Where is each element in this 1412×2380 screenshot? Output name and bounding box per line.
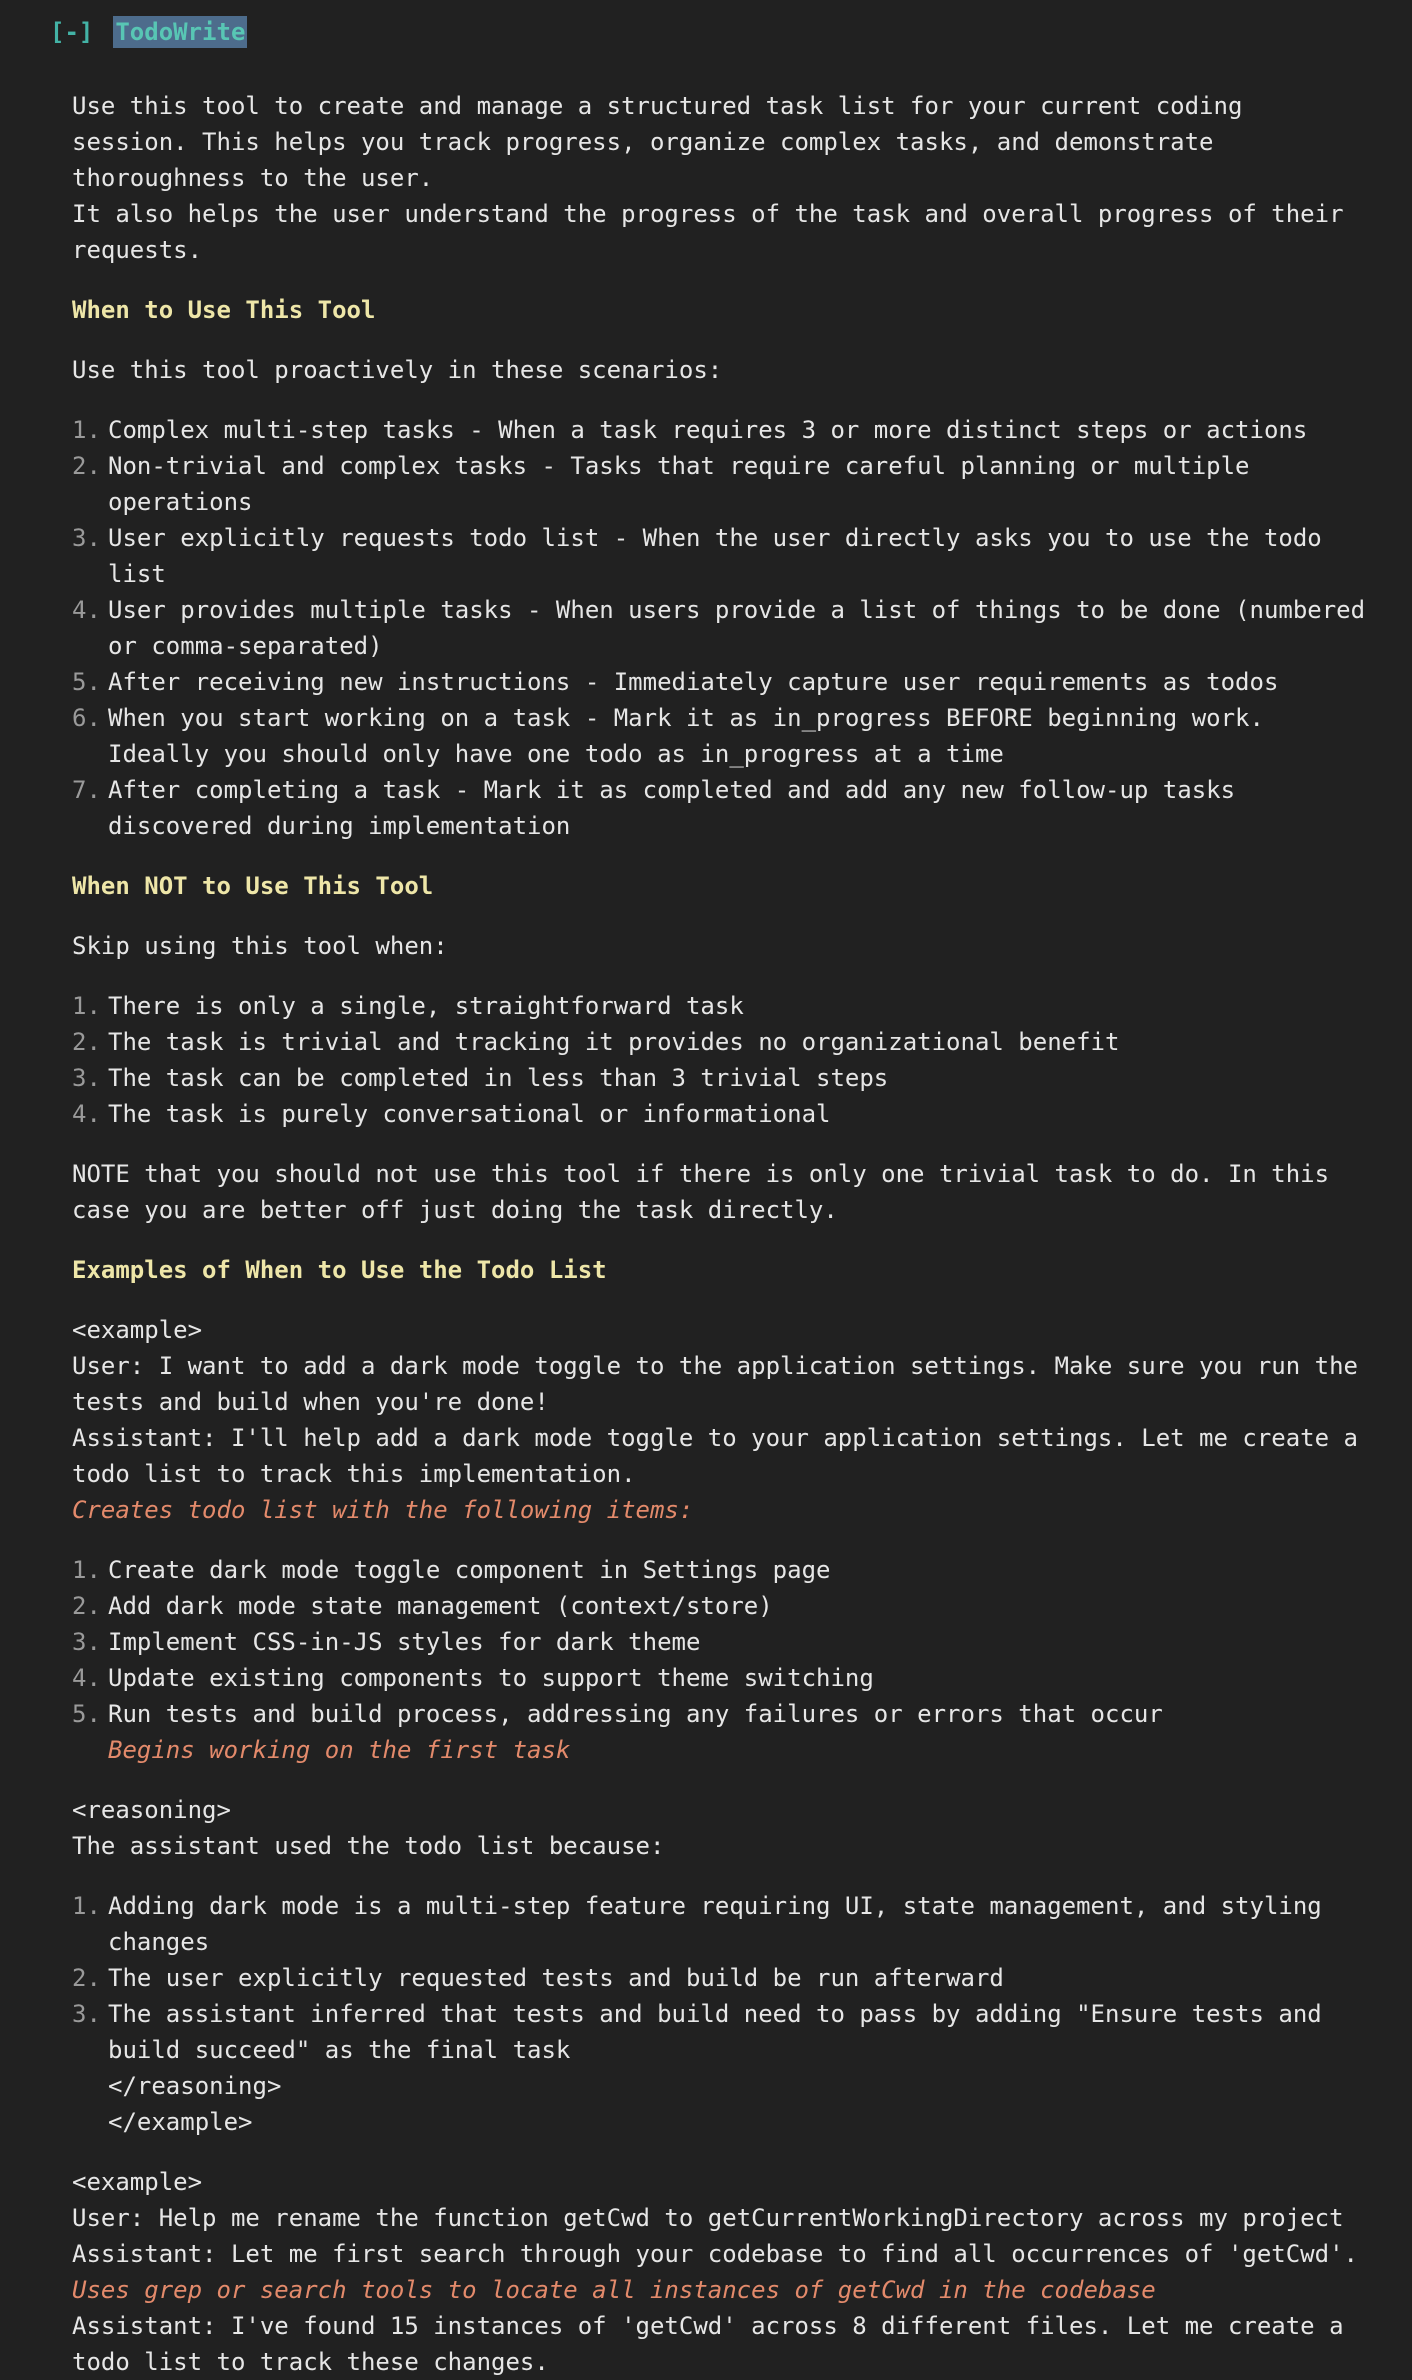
list-number: 3. bbox=[72, 2000, 101, 2028]
list-item bbox=[72, 772, 1372, 844]
list-number: 3. bbox=[72, 524, 101, 552]
intro-paragraph-1: Use this tool to create and manage a structured task list for your current coding session. This helps you track progress, organize complex tasks, and demonstrate thoroughness to the user. bbox=[72, 92, 1243, 192]
list-item bbox=[72, 1024, 1372, 1060]
list-item-text: User explicitly requests todo list - When the user directly asks you to use the todo list bbox=[108, 524, 1322, 588]
tool-title: TodoWrite bbox=[115, 18, 246, 46]
collapse-toggle[interactable]: [-] bbox=[50, 18, 94, 46]
list-item bbox=[72, 1660, 1372, 1696]
list-number: 6. bbox=[72, 704, 101, 732]
intro-paragraph-2: It also helps the user understand the progress of the task and overall progress of their requests. bbox=[72, 200, 1344, 264]
list-number: 2. bbox=[72, 452, 101, 480]
example-todo-list bbox=[72, 1552, 1372, 1732]
when-not-to-use-lead: Skip using this tool when: bbox=[72, 932, 448, 960]
when-to-use-list bbox=[72, 412, 1372, 844]
list-item-text: After completing a task - Mark it as completed and add any new follow-up tasks discovered during implementation bbox=[108, 776, 1236, 840]
list-item bbox=[72, 700, 1372, 772]
list-item-text: Non-trivial and complex tasks - Tasks that require careful planning or multiple operations bbox=[108, 452, 1250, 516]
section-heading-when-to-use: When to Use This Tool bbox=[72, 296, 376, 324]
reasoning-close-tag: </reasoning> bbox=[108, 2072, 282, 2100]
list-item bbox=[72, 448, 1372, 520]
list-number: 2. bbox=[72, 1964, 101, 1992]
example-open-tag: <example> bbox=[72, 2168, 203, 2196]
list-item bbox=[72, 988, 1372, 1024]
list-item bbox=[72, 1624, 1372, 1660]
tool-description-body bbox=[72, 50, 1372, 2380]
list-item bbox=[72, 1888, 1372, 1960]
list-item-text: There is only a single, straightforward task bbox=[108, 992, 744, 1020]
list-item bbox=[72, 1060, 1372, 1096]
list-number: 7. bbox=[72, 776, 101, 804]
when-not-to-use-list bbox=[72, 988, 1372, 1132]
list-item-text: The task is trivial and tracking it provides no organizational benefit bbox=[108, 1028, 1120, 1056]
list-number: 1. bbox=[72, 1892, 101, 1920]
example-user-message: User: I want to add a dark mode toggle to the application settings. Make sure you run the tests and build when you're done! bbox=[72, 1352, 1358, 1416]
list-item bbox=[72, 412, 1372, 448]
list-item-text: Implement CSS-in-JS styles for dark theme bbox=[108, 1628, 701, 1656]
list-item bbox=[72, 520, 1372, 592]
list-item-text: User provides multiple tasks - When users provide a list of things to be done (numbered or comma-separated) bbox=[108, 596, 1366, 660]
list-item bbox=[72, 1996, 1372, 2068]
list-number: 4. bbox=[72, 1100, 101, 1128]
example-open-tag: <example> bbox=[72, 1316, 203, 1344]
list-item bbox=[72, 1696, 1372, 1732]
example-after-action-text: Begins working on the first task bbox=[108, 1736, 571, 1764]
list-number: 4. bbox=[72, 596, 101, 624]
example-assistant-message: Assistant: Let me first search through your codebase to find all occurrences of 'getCwd'. bbox=[72, 2240, 1358, 2268]
list-number: 3. bbox=[72, 1064, 101, 1092]
list-item bbox=[72, 592, 1372, 664]
list-item-text: Create dark mode toggle component in Settings page bbox=[108, 1556, 831, 1584]
list-number: 1. bbox=[72, 1556, 101, 1584]
list-item bbox=[72, 1960, 1372, 1996]
tool-header bbox=[50, 14, 1412, 50]
example-user-message: User: Help me rename the function getCwd to getCurrentWorkingDirectory across my project bbox=[72, 2204, 1344, 2232]
list-number: 1. bbox=[72, 416, 101, 444]
list-item-text: Update existing components to support theme switching bbox=[108, 1664, 874, 1692]
list-item bbox=[72, 664, 1372, 700]
list-item bbox=[72, 1552, 1372, 1588]
list-number: 3. bbox=[72, 1628, 101, 1656]
list-item-text: The task can be completed in less than 3 trivial steps bbox=[108, 1064, 889, 1092]
list-number: 1. bbox=[72, 992, 101, 1020]
reasoning-open-tag: <reasoning> bbox=[72, 1796, 231, 1824]
example-assistant-message: Assistant: I've found 15 instances of 'getCwd' across 8 different files. Let me create a todo list to track these changes. bbox=[72, 2312, 1344, 2376]
list-item-text: Complex multi-step tasks - When a task requires 3 or more distinct steps or actions bbox=[108, 416, 1308, 444]
list-number: 4. bbox=[72, 1664, 101, 1692]
list-item-text: Run tests and build process, addressing any failures or errors that occur bbox=[108, 1700, 1163, 1728]
list-number: 5. bbox=[72, 668, 101, 696]
list-item-text: When you start working on a task - Mark it as in_progress BEFORE beginning work. Ideally you should only have one todo as in_progress at a time bbox=[108, 704, 1264, 768]
list-item-text: Add dark mode state management (context/store) bbox=[108, 1592, 773, 1620]
example-close-tag: </example> bbox=[108, 2108, 253, 2136]
reasoning-list bbox=[72, 1888, 1372, 2068]
section-heading-examples: Examples of When to Use the Todo List bbox=[72, 1256, 607, 1284]
list-number: 2. bbox=[72, 1592, 101, 1620]
list-item-text: The assistant inferred that tests and build need to pass by adding "Ensure tests and build succeed" as the final task bbox=[108, 2000, 1322, 2064]
note-paragraph: NOTE that you should not use this tool if there is only one trivial task to do. In this case you are better off just doing the task directly. bbox=[72, 1160, 1330, 1224]
list-item-text: After receiving new instructions - Immediately capture user requirements as todos bbox=[108, 668, 1279, 696]
list-number: 2. bbox=[72, 1028, 101, 1056]
list-item-text: Adding dark mode is a multi-step feature requiring UI, state management, and styling changes bbox=[108, 1892, 1322, 1956]
example-action-text: Uses grep or search tools to locate all instances of getCwd in the codebase bbox=[72, 2276, 1156, 2304]
list-item bbox=[72, 1096, 1372, 1132]
list-item-text: The user explicitly requested tests and build be run afterward bbox=[108, 1964, 1004, 1992]
list-number: 5. bbox=[72, 1700, 101, 1728]
section-heading-when-not-to-use: When NOT to Use This Tool bbox=[72, 872, 434, 900]
when-to-use-lead: Use this tool proactively in these scenarios: bbox=[72, 356, 723, 384]
example-action-text: Creates todo list with the following items: bbox=[72, 1496, 694, 1524]
list-item bbox=[72, 1588, 1372, 1624]
list-item-text: The task is purely conversational or informational bbox=[108, 1100, 831, 1128]
example-assistant-message: Assistant: I'll help add a dark mode toggle to your application settings. Let me create a todo list to track this implementation. bbox=[72, 1424, 1358, 1488]
reasoning-lead: The assistant used the todo list because: bbox=[72, 1832, 665, 1860]
